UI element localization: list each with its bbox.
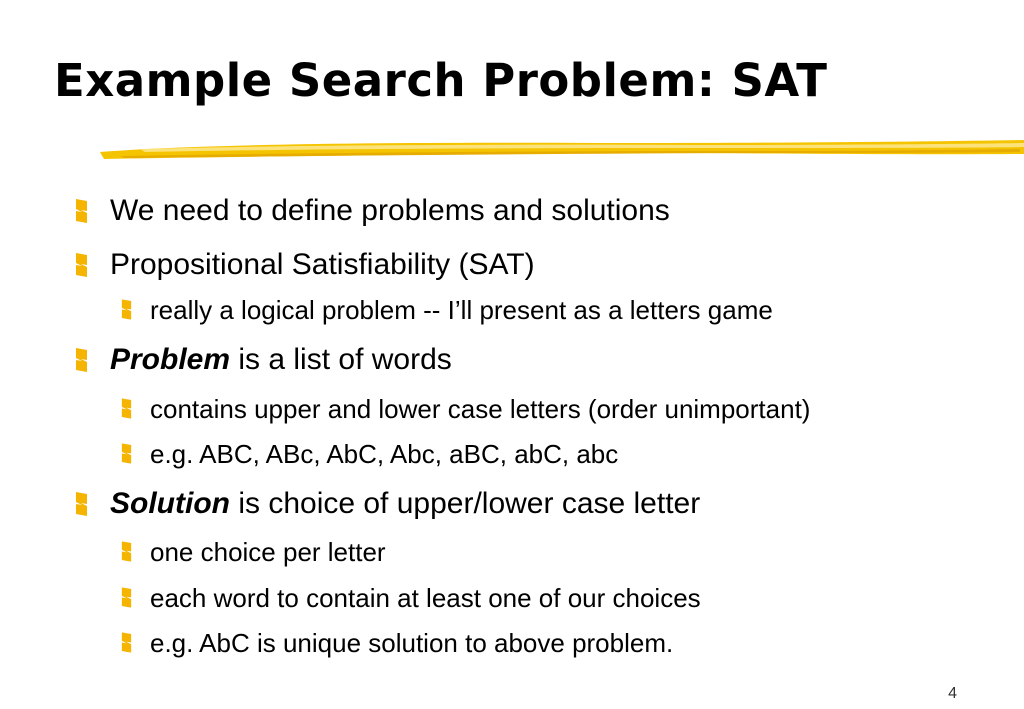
bullet-text: is choice of upper/lower case letter <box>229 487 701 520</box>
bullet-sat <box>110 250 535 280</box>
bullet-emphasis: Solution <box>110 487 230 520</box>
bullet-mark-icon <box>75 199 88 223</box>
bullet-text: is a list of words <box>230 343 452 376</box>
bullet-contains-letters <box>150 396 810 422</box>
bullet-text: one choice per letter <box>150 537 386 567</box>
bullet-mark-icon <box>121 398 132 419</box>
bullet-logical-problem <box>150 297 773 323</box>
bullet-text: each word to contain at least one of our choices <box>150 583 701 613</box>
bullet-example-words <box>150 441 618 467</box>
bullet-mark-icon <box>121 632 132 653</box>
bullet-mark-icon <box>121 299 132 320</box>
bullet-unique-solution <box>150 630 673 656</box>
bullet-emphasis: Problem <box>110 343 231 376</box>
bullet-text: really a logical problem -- I’ll present as a letters game <box>150 295 773 325</box>
slide-title: Example Search Problem: SAT <box>54 54 828 107</box>
bullet-text: Propositional Satisfiability (SAT) <box>110 248 535 281</box>
bullet-text: e.g. AbC is unique solution to above problem. <box>150 628 674 658</box>
bullet-mark-icon <box>121 541 132 562</box>
page-number: 4 <box>948 685 957 702</box>
bullet-each-word <box>150 585 701 611</box>
bullet-mark-icon <box>121 443 132 464</box>
bullet-text: contains upper and lower case letters (order unimportant) <box>150 394 811 424</box>
bullet-text: We need to define problems and solutions <box>110 194 670 227</box>
bullet-mark-icon <box>75 492 88 516</box>
title-underline-brushstroke <box>0 130 1024 170</box>
bullet-text: e.g. ABC, ABc, AbC, Abc, aBC, abC, abc <box>150 439 619 469</box>
bullet-define-problems <box>110 196 670 226</box>
bullet-mark-icon <box>121 587 132 608</box>
bullet-mark-icon <box>75 348 88 372</box>
bullet-solution <box>110 489 700 519</box>
bullet-problem <box>110 345 452 375</box>
bullet-one-choice <box>150 539 386 565</box>
bullet-mark-icon <box>75 253 88 277</box>
